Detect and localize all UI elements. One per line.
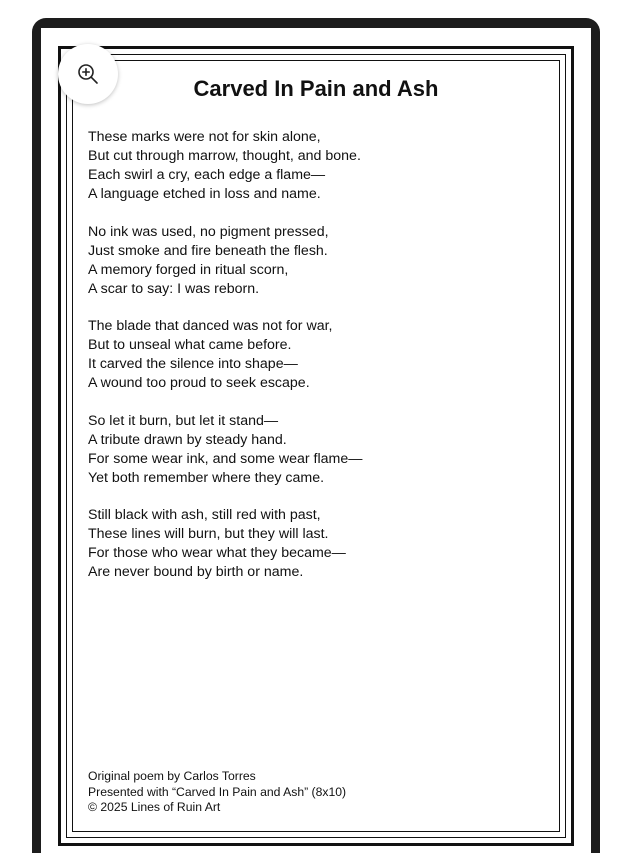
credit-author: Original poem by Carlos Torres — [88, 769, 256, 783]
poem-line: For those who wear what they became— — [88, 545, 346, 561]
poem-body — [88, 128, 551, 601]
poem-line: Are never bound by birth or name. — [88, 564, 304, 580]
poem-line: Still black with ash, still red with past, — [88, 507, 321, 523]
poem-line: Each swirl a cry, each edge a flame— — [88, 167, 326, 183]
poem-line: A tribute drawn by steady hand. — [88, 431, 287, 448]
poem-line: A wound too proud to seek escape. — [88, 375, 310, 391]
poem-line: These marks were not for skin alone, — [88, 129, 321, 145]
poem-line: For some wear ink, and some wear flame— — [88, 450, 363, 467]
poem-line: But to unseal what came before. — [88, 337, 292, 353]
stanza-5 — [88, 506, 551, 582]
poem-line: These lines will burn, but they will last. — [88, 526, 329, 542]
poem-line: Yet both remember where they came. — [88, 469, 325, 486]
stanza-1 — [88, 128, 551, 204]
poem-credits — [88, 769, 346, 816]
poem-line: A scar to say: I was reborn. — [88, 280, 260, 297]
poem-line: But cut through marrow, thought, and bone. — [88, 148, 361, 164]
stanza-3 — [88, 317, 551, 393]
poem-line: A memory forged in ritual scorn, — [88, 261, 289, 278]
poem-title: Carved In Pain and Ash — [193, 76, 439, 101]
credit-presented-with: Presented with “Carved In Pain and Ash” (8x10) — [88, 784, 347, 799]
credit-copyright: © 2025 Lines of Ruin Art — [88, 800, 221, 815]
poem-line: Just smoke and fire beneath the flesh. — [88, 242, 328, 259]
poem-line: It carved the silence into shape— — [88, 356, 298, 372]
stanza-4 — [88, 412, 551, 488]
poem-page — [41, 28, 591, 853]
stanza-2 — [88, 223, 551, 299]
poem-line: A language etched in loss and name. — [88, 186, 321, 202]
poem-line: No ink was used, no pigment pressed, — [88, 223, 329, 240]
zoom-in-icon — [76, 62, 100, 86]
zoom-in-button[interactable] — [58, 44, 118, 104]
poem-line: So let it burn, but let it stand— — [88, 412, 279, 429]
poem-line: The blade that danced was not for war, — [88, 318, 333, 334]
page-border-outer — [58, 46, 574, 846]
